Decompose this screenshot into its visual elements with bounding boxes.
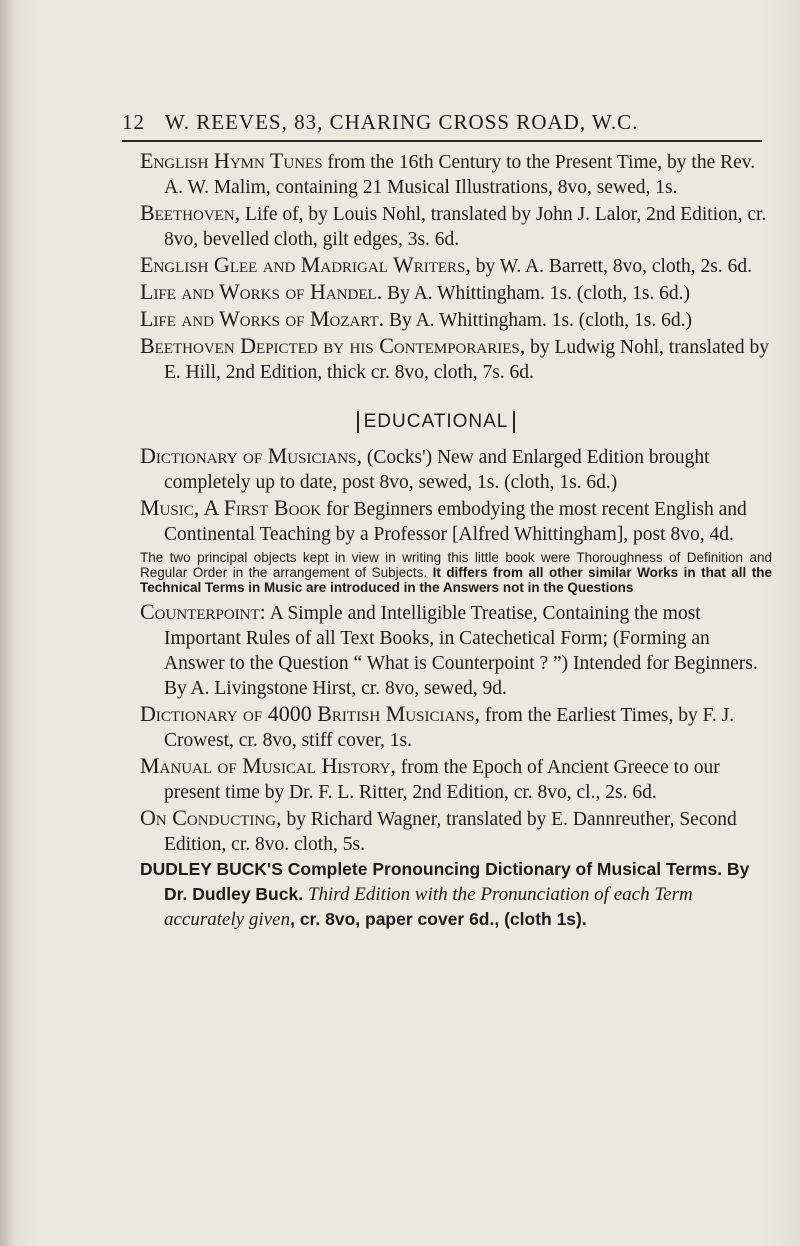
- list-item: Beethoven, Life of, by Louis Nohl, translated by John J. Lalor, 2nd Edition, cr. 8vo, bevelled cloth, gilt edges, 3s. 6d.: [140, 200, 767, 250]
- list-item: Music, A First Book for Beginners embodying the most recent English and Continental Teaching by a Professor [Alfred Whittingham], post 8vo, 4d.: [140, 495, 747, 545]
- list-item: Counterpoint: A Simple and Intelligible Treatise, Containing the most Important Rules of all Text Books, in Catechetical Form; (Forming an Answer to the Question “ What is Counterpoint ? ”) Intended for Beginners. By A. Livingstone Hirst, cr. 8vo, sewed, 9d.: [140, 599, 758, 699]
- list-item: Beethoven Depicted by his Contemporaries, by Ludwig Nohl, translated by E. Hill, 2nd Edition, thick cr. 8vo, cloth, 7s. 6d.: [140, 333, 769, 383]
- catalogue-entries: [140, 148, 772, 932]
- list-item: On Conducting, by Richard Wagner, translated by E. Dannreuther, Second Edition, cr. 8vo. cloth, 5s.: [140, 805, 737, 855]
- list-item: Dictionary of Musicians, (Cocks') New and Enlarged Edition brought completely up to date, post 8vo, sewed, 1s. (cloth, 1s. 6d.): [140, 443, 710, 493]
- list-item: Manual of Musical History, from the Epoch of Ancient Greece to our present time by Dr. F. L. Ritter, 2nd Edition, cr. 8vo, cl., 2s. 6d.: [140, 753, 720, 803]
- book-note: The two principal objects kept in view in writing this little book were Thoroughness of Definition and Regular Order in the arrangement of Subjects. It differs from all other similar Works in that all the Technical Terms in Music are introduced in the Answers not in the Questions: [140, 550, 772, 595]
- header-publisher: W. REEVES, 83, CHARING CROSS ROAD, W.C.: [164, 110, 639, 134]
- page-number: 12: [122, 110, 145, 134]
- page-edge-shadow: [0, 0, 14, 1246]
- section-heading: EDUCATIONAL: [357, 411, 516, 433]
- list-item: Dictionary of 4000 British Musicians, from the Earliest Times, by F. J. Crowest, cr. 8vo, stiff cover, 1s.: [140, 701, 735, 751]
- running-header: [122, 110, 762, 135]
- list-item: English Hymn Tunes from the 16th Century to the Present Time, by the Rev. A. W. Malim, containing 21 Musical Illustrations, 8vo, sewed, 1s.: [140, 148, 756, 198]
- list-item: Life and Works of Handel. By A. Whittingham. 1s. (cloth, 1s. 6d.): [140, 279, 691, 304]
- list-item: English Glee and Madrigal Writers, by W. A. Barrett, 8vo, cloth, 2s. 6d.: [140, 252, 753, 277]
- header-rule: [122, 140, 762, 142]
- list-item: Life and Works of Mozart. By A. Whittingham. 1s. (cloth, 1s. 6d.): [140, 306, 692, 331]
- section-heading-wrap: [140, 411, 772, 433]
- list-item: DUDLEY BUCK'S Complete Pronouncing Dictionary of Musical Terms. By Dr. Dudley Buck. Third Edition with the Pronunciation of each Term accurately given, cr. 8vo, paper cover 6d., (cloth 1s).: [140, 859, 750, 930]
